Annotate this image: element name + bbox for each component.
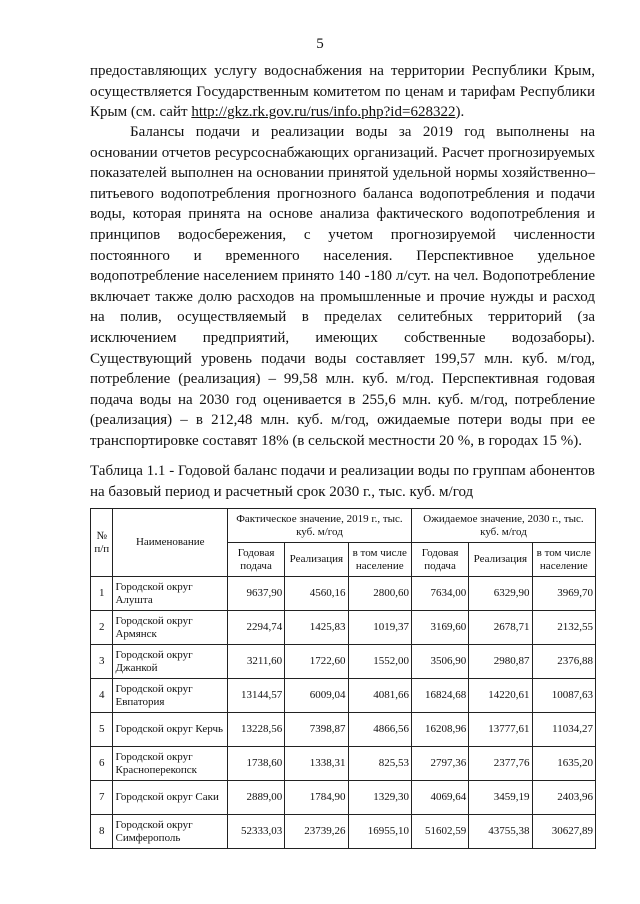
header-actual-sales: Реализация [285, 543, 348, 577]
cell-actual-sales: 1425,83 [285, 611, 348, 645]
cell-expected-sales: 43755,38 [469, 815, 532, 849]
row-num: 8 [91, 815, 113, 849]
row-num: 7 [91, 781, 113, 815]
paragraph-1-text: предоставляющих услугу водоснабжения на территории Республики Крым, осуществляется Государственным комитетом по ценам и тарифам Республики Крым (см. сайт [90, 63, 595, 121]
cell-actual-sales: 4560,16 [285, 577, 348, 611]
cell-actual-population: 1552,00 [348, 645, 411, 679]
cell-actual-supply: 13144,57 [227, 679, 284, 713]
cell-expected-population: 10087,63 [532, 679, 595, 713]
header-actual-population: в том числе население [348, 543, 411, 577]
cell-actual-supply: 2294,74 [227, 611, 284, 645]
cell-actual-supply: 2889,00 [227, 781, 284, 815]
cell-actual-population: 16955,10 [348, 815, 411, 849]
cell-expected-sales: 2678,71 [469, 611, 532, 645]
cell-actual-population: 825,53 [348, 747, 411, 781]
row-name: Городской округ Евпатория [113, 679, 227, 713]
cell-actual-supply: 13228,56 [227, 713, 284, 747]
table-row [91, 679, 596, 713]
cell-actual-sales: 7398,87 [285, 713, 348, 747]
cell-actual-population: 4081,66 [348, 679, 411, 713]
row-num: 3 [91, 645, 113, 679]
cell-actual-supply: 3211,60 [227, 645, 284, 679]
paragraph-2 [90, 122, 595, 452]
table-row [91, 815, 596, 849]
header-expected-sales: Реализация [469, 543, 532, 577]
header-group-actual: Фактическое значение, 2019 г., тыс. куб. м/год [227, 509, 411, 543]
row-name: Городской округ Керчь [113, 713, 227, 747]
table-row [91, 747, 596, 781]
cell-expected-population: 2376,88 [532, 645, 595, 679]
cell-actual-supply: 9637,90 [227, 577, 284, 611]
header-expected-supply: Годовая подача [411, 543, 468, 577]
cell-expected-supply: 16824,68 [411, 679, 468, 713]
cell-actual-supply: 52333,03 [227, 815, 284, 849]
cell-actual-sales: 23739,26 [285, 815, 348, 849]
cell-expected-supply: 3506,90 [411, 645, 468, 679]
header-actual-supply: Годовая подача [227, 543, 284, 577]
table-row [91, 577, 596, 611]
cell-actual-sales: 1722,60 [285, 645, 348, 679]
header-expected-population: в том числе население [532, 543, 595, 577]
cell-expected-population: 3969,70 [532, 577, 595, 611]
cell-expected-supply: 4069,64 [411, 781, 468, 815]
cell-actual-sales: 1338,31 [285, 747, 348, 781]
cell-expected-sales: 3459,19 [469, 781, 532, 815]
cell-expected-supply: 51602,59 [411, 815, 468, 849]
row-num: 2 [91, 611, 113, 645]
row-name: Городской округ Саки [113, 781, 227, 815]
cell-expected-supply: 7634,00 [411, 577, 468, 611]
row-num: 5 [91, 713, 113, 747]
water-balance-table [90, 508, 596, 849]
cell-expected-sales: 6329,90 [469, 577, 532, 611]
row-num: 6 [91, 747, 113, 781]
row-num: 1 [91, 577, 113, 611]
table-row [91, 713, 596, 747]
cell-expected-supply: 3169,60 [411, 611, 468, 645]
cell-expected-population: 2132,55 [532, 611, 595, 645]
cell-actual-sales: 6009,04 [285, 679, 348, 713]
cell-actual-sales: 1784,90 [285, 781, 348, 815]
cell-expected-population: 11034,27 [532, 713, 595, 747]
table-row [91, 645, 596, 679]
header-num: № п/п [91, 509, 113, 577]
row-name: Городской округ Симферополь [113, 815, 227, 849]
cell-expected-population: 30627,89 [532, 815, 595, 849]
row-name: Городской округ Армянск [113, 611, 227, 645]
cell-expected-supply: 16208,96 [411, 713, 468, 747]
table-caption-text: Таблица 1.1 - Годовой баланс подачи и реализации воды по группам абонентов на базовый период и расчетный срок 2030 г., тыс. куб. м/год [90, 463, 595, 500]
tariff-committee-link[interactable]: http://gkz.rk.gov.ru/rus/info.php?id=628322 [191, 104, 456, 121]
paragraph-1 [90, 61, 595, 123]
table-row [91, 611, 596, 645]
cell-expected-sales: 2980,87 [469, 645, 532, 679]
cell-actual-population: 2800,60 [348, 577, 411, 611]
row-name: Городской округ Алушта [113, 577, 227, 611]
row-name: Городской округ Красноперекопск [113, 747, 227, 781]
cell-actual-population: 1329,30 [348, 781, 411, 815]
cell-actual-population: 1019,37 [348, 611, 411, 645]
table-row [91, 781, 596, 815]
row-name: Городской округ Джанкой [113, 645, 227, 679]
cell-actual-population: 4866,56 [348, 713, 411, 747]
cell-expected-sales: 13777,61 [469, 713, 532, 747]
cell-expected-population: 2403,96 [532, 781, 595, 815]
page-number: 5 [316, 36, 324, 52]
row-num: 4 [91, 679, 113, 713]
paragraph-2-text: Балансы подачи и реализации воды за 2019 год выполнены на основании отчетов ресурсоснабжающих организаций. Расчет прогнозируемых показателей выполнен на основании принятой удельной нормы хозяйственно–питьевого водопотребления прогнозного баланса водопотребления и подачи воды, которая принята на основе анализа фактического водопотребления и принципов водосбережения, с учетом прогнозируемой численности постоянного и временного населения. Перспективное удельное водопотребление населением принято 140 -180 л/сут. на чел. Водопотребление включает также долю расходов на промышленные и прочие нужды и расход на полив, осуществляемый в пределах селитебных территорий (за исключением предприятий, имеющих собственные водозаборы). Существующий уровень подачи воды составляет 199,57 млн. куб. м/год, потребление (реализация) – 99,58 млн. куб. м/год. Перспективная годовая подача воды на 2030 год оценивается в 255,6 млн. куб. м/год, потребление (реализация) – в 212,48 млн. куб. м/год, ожидаемые потери воды при ее транспортировке составят 18% (в сельской местности 20 %, в городах 15 %). [90, 124, 595, 449]
table-caption [90, 461, 595, 502]
cell-expected-population: 1635,20 [532, 747, 595, 781]
header-name: Наименование [113, 509, 227, 577]
cell-expected-sales: 14220,61 [469, 679, 532, 713]
cell-actual-supply: 1738,60 [227, 747, 284, 781]
cell-expected-sales: 2377,76 [469, 747, 532, 781]
paragraph-1-tail: ). [455, 104, 465, 121]
cell-expected-supply: 2797,36 [411, 747, 468, 781]
header-group-expected: Ожидаемое значение, 2030 г., тыс. куб. м/год [411, 509, 595, 543]
